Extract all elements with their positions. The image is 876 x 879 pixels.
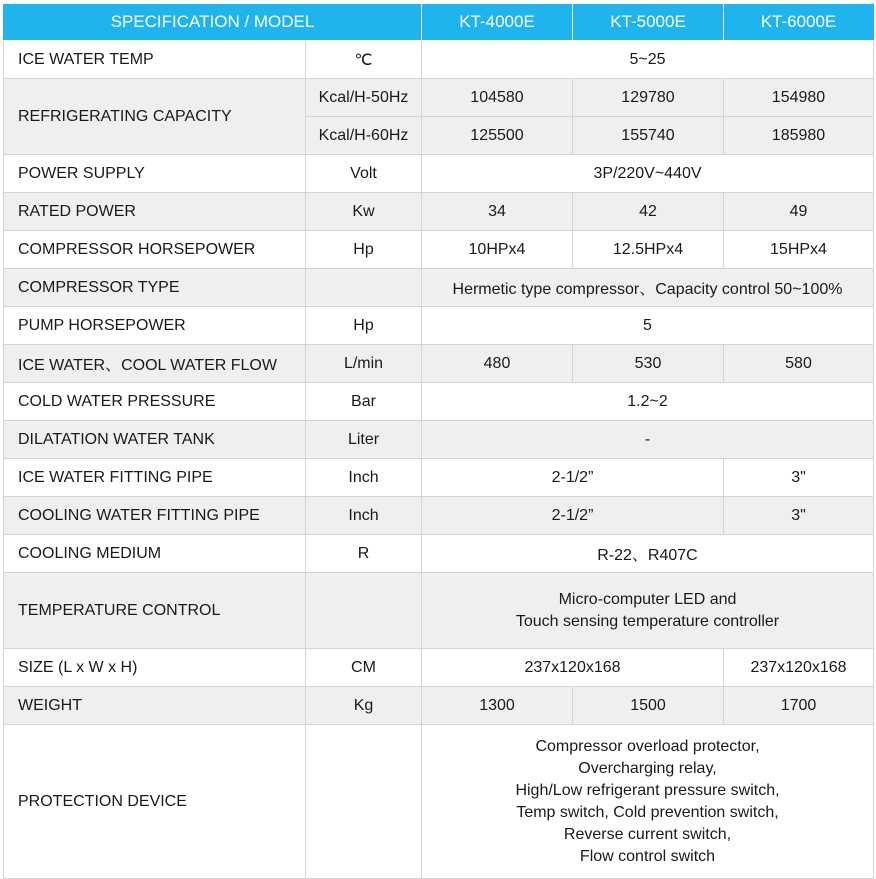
value-line: Touch sensing temperature controller — [515, 612, 780, 630]
row-value: - — [422, 421, 874, 459]
row-value: 1500 — [573, 687, 724, 725]
row-label: RATED POWER — [4, 193, 306, 231]
table-row — [4, 725, 874, 879]
row-value: 2-1/2” — [422, 459, 724, 497]
row-label: COOLING MEDIUM — [4, 535, 306, 573]
row-value: 237x120x168 — [724, 649, 874, 687]
row-value: 125500 — [422, 117, 573, 155]
table-row — [4, 79, 874, 117]
row-value: 2-1/2” — [422, 497, 724, 535]
table-row — [4, 459, 874, 497]
row-value: 42 — [573, 193, 724, 231]
row-unit: Volt — [306, 155, 422, 193]
header-row — [4, 4, 874, 41]
row-value: R-22、R407C — [422, 535, 874, 573]
row-value — [422, 573, 874, 649]
row-unit — [306, 269, 422, 307]
row-value: 49 — [724, 193, 874, 231]
row-value: 480 — [422, 345, 573, 383]
value-line: Reverse current switch, — [563, 825, 732, 843]
value-line: Flow control switch — [579, 847, 716, 865]
row-unit: Hp — [306, 307, 422, 345]
spec-model-header: SPECIFICATION / MODEL — [4, 4, 422, 41]
row-unit — [306, 725, 422, 879]
row-value: 15HPx4 — [724, 231, 874, 269]
row-value: 12.5HPx4 — [573, 231, 724, 269]
row-value: 3P/220V~440V — [422, 155, 874, 193]
value-line: Overcharging relay, — [578, 759, 717, 777]
row-unit: Liter — [306, 421, 422, 459]
table-row — [4, 649, 874, 687]
table-row — [4, 41, 874, 79]
table-row — [4, 155, 874, 193]
row-value: 129780 — [573, 79, 724, 117]
row-value: 10HPx4 — [422, 231, 573, 269]
row-value: 3" — [724, 459, 874, 497]
row-unit: L/min — [306, 345, 422, 383]
row-label: ICE WATER TEMP — [4, 41, 306, 79]
row-label: WEIGHT — [4, 687, 306, 725]
value-line: Compressor overload protector, — [535, 737, 760, 755]
table-row — [4, 307, 874, 345]
value-line: Temp switch, Cold prevention switch, — [516, 803, 779, 821]
row-label: ICE WATER、COOL WATER FLOW — [4, 345, 306, 383]
row-label: COMPRESSOR TYPE — [4, 269, 306, 307]
row-unit: Kw — [306, 193, 422, 231]
spec-table — [3, 3, 874, 879]
row-value: 104580 — [422, 79, 573, 117]
row-label: COMPRESSOR HORSEPOWER — [4, 231, 306, 269]
model-header: KT-4000E — [422, 4, 573, 41]
row-unit: ℃ — [306, 41, 422, 79]
row-value: 3" — [724, 497, 874, 535]
table-row — [4, 535, 874, 573]
table-row — [4, 345, 874, 383]
table-row — [4, 269, 874, 307]
row-label: PROTECTION DEVICE — [4, 725, 306, 879]
table-row — [4, 193, 874, 231]
row-label: COOLING WATER FITTING PIPE — [4, 497, 306, 535]
row-value: 237x120x168 — [422, 649, 724, 687]
row-label: TEMPERATURE CONTROL — [4, 573, 306, 649]
row-unit: CM — [306, 649, 422, 687]
row-unit: Bar — [306, 383, 422, 421]
row-unit — [306, 573, 422, 649]
table-row — [4, 573, 874, 649]
table-row — [4, 421, 874, 459]
row-unit: Kcal/H-60Hz — [306, 117, 422, 155]
value-line: Micro-computer LED and — [558, 590, 737, 608]
row-value: 1.2~2 — [422, 383, 874, 421]
table-row — [4, 231, 874, 269]
row-label: POWER SUPPLY — [4, 155, 306, 193]
row-value: 34 — [422, 193, 573, 231]
row-label: DILATATION WATER TANK — [4, 421, 306, 459]
row-unit: Inch — [306, 459, 422, 497]
table-row — [4, 497, 874, 535]
row-value: 155740 — [573, 117, 724, 155]
row-value: 1300 — [422, 687, 573, 725]
row-unit: Kcal/H-50Hz — [306, 79, 422, 117]
value-line: High/Low refrigerant pressure switch, — [515, 781, 780, 799]
row-value: 185980 — [724, 117, 874, 155]
row-unit: R — [306, 535, 422, 573]
row-unit: Inch — [306, 497, 422, 535]
row-value: 1700 — [724, 687, 874, 725]
row-unit: Kg — [306, 687, 422, 725]
row-label: COLD WATER PRESSURE — [4, 383, 306, 421]
row-value: 154980 — [724, 79, 874, 117]
row-value — [422, 725, 874, 879]
row-label: PUMP HORSEPOWER — [4, 307, 306, 345]
row-label: REFRIGERATING CAPACITY — [4, 79, 306, 155]
row-value: 580 — [724, 345, 874, 383]
row-unit: Hp — [306, 231, 422, 269]
model-header: KT-6000E — [724, 4, 874, 41]
table-row — [4, 687, 874, 725]
row-value: 530 — [573, 345, 724, 383]
row-label: ICE WATER FITTING PIPE — [4, 459, 306, 497]
row-value: 5~25 — [422, 41, 874, 79]
row-value: 5 — [422, 307, 874, 345]
row-label: SIZE (L x W x H) — [4, 649, 306, 687]
row-value: Hermetic type compressor、Capacity control 50~100% — [422, 269, 874, 307]
table-row — [4, 383, 874, 421]
model-header: KT-5000E — [573, 4, 724, 41]
